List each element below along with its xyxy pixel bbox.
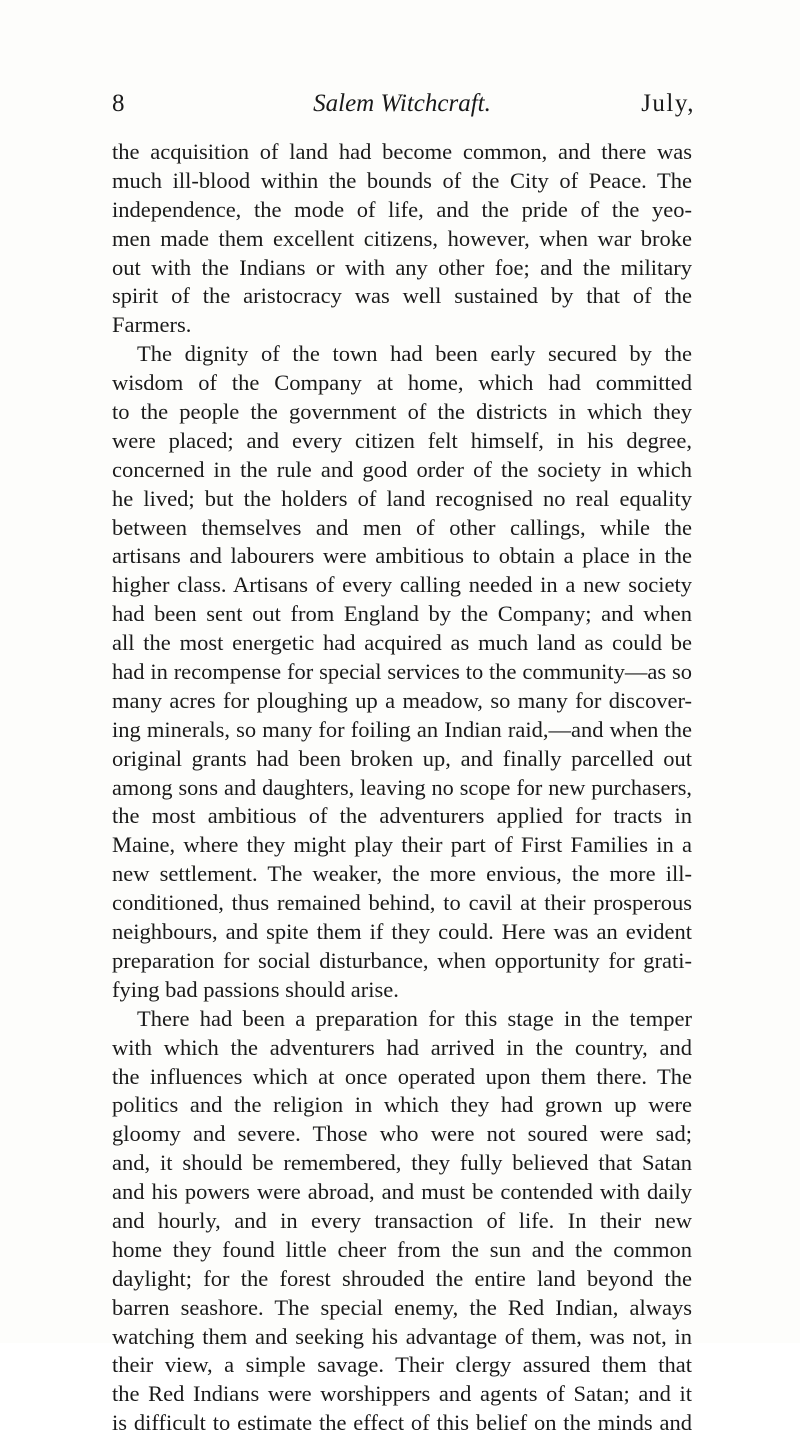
text-line: were placed; and every citizen felt himself, in his degree, [112,427,692,453]
text-line: the influences which at once operated upon them there. The [112,1063,692,1089]
text-line: barren seashore. The special enemy, the Red Indian, always [112,1294,692,1320]
text-line: is difficult to estimate the effect of this belief on the minds and [112,1410,692,1436]
text-line: the Red Indians were worshippers and agents of Satan; and it [112,1381,692,1407]
paragraph-start-line: The dignity of the town had been early secured by the [137,341,692,367]
text-line: men made them excellent citizens, however, when war broke [112,225,692,251]
text-line: ing minerals, so many for foiling an Indian raid,—and when the [112,716,692,742]
text-line: original grants had been broken up, and finally parcelled out [112,745,692,771]
text-line: artisans and labourers were ambitious to obtain a place in the [112,543,692,569]
text-line: fying bad passions should arise. [112,976,399,1002]
running-month: July, [641,90,695,117]
text-line: the most ambitious of the adventurers applied for tracts in [112,803,692,829]
page-number: 8 [112,90,125,117]
text-line: concerned in the rule and good order of the society in which [112,456,692,482]
text-line: politics and the religion in which they had grown up were [112,1092,692,1118]
text-line: conditioned, thus remained behind, to cavil at their prosperous [112,890,692,916]
text-line: with which the adventurers had arrived in the country, and [112,1034,692,1060]
text-line: all the most energetic had acquired as much land as could be [112,630,692,656]
text-line: independence, the mode of life, and the pride of the yeo- [112,196,692,222]
text-line: watching them and seeking his advantage of them, was not, in [112,1323,692,1349]
text-line: home they found little cheer from the sun and the common [112,1236,692,1262]
text-line: spirit of the aristocracy was well sustained by that of the [112,283,692,309]
text-line: out with the Indians or with any other foe; and the military [112,254,692,280]
text-line: daylight; for the forest shrouded the entire land beyond the [112,1265,692,1291]
text-line: higher class. Artisans of every calling needed in a new society [112,572,692,598]
text-line: much ill-blood within the bounds of the City of Peace. The [112,167,692,193]
text-line: and his powers were abroad, and must be contended with daily [112,1179,692,1205]
text-line: neighbours, and spite them if they could. Here was an evident [112,919,692,945]
paragraph-start-line: There had been a preparation for this stage in the temper [137,1005,692,1031]
text-line: he lived; but the holders of land recognised no real equality [112,485,692,511]
text-line: had been sent out from England by the Company; and when [112,601,692,627]
running-title: Salem Witchcraft. [313,90,491,117]
text-line: their view, a simple savage. Their clergy assured them that [112,1352,692,1378]
text-line: wisdom of the Company at home, which had committed [112,370,692,396]
text-line: preparation for social disturbance, when opportunity for grati- [112,947,692,973]
text-line: Farmers. [112,312,192,338]
text-line: to the people the government of the districts in which they [112,399,692,425]
text-line: Maine, where they might play their part of First Families in a [112,832,692,858]
text-line: among sons and daughters, leaving no scope for new purchasers, [112,774,692,800]
text-line: gloomy and severe. Those who were not soured were sad; [112,1121,692,1147]
body-text [112,138,692,1438]
text-line: the acquisition of land had become common, and there was [112,139,692,164]
text-line: many acres for ploughing up a meadow, so many for discover- [112,687,692,713]
text-line: had in recompense for special services to the community—as so [112,659,692,685]
text-line: and, it should be remembered, they fully believed that Satan [112,1150,692,1176]
running-head [112,88,695,120]
text-line: and hourly, and in every transaction of life. In their new [112,1207,692,1233]
text-line: between themselves and men of other callings, while the [112,514,692,540]
text-line: new settlement. The weaker, the more envious, the more ill- [112,861,692,887]
